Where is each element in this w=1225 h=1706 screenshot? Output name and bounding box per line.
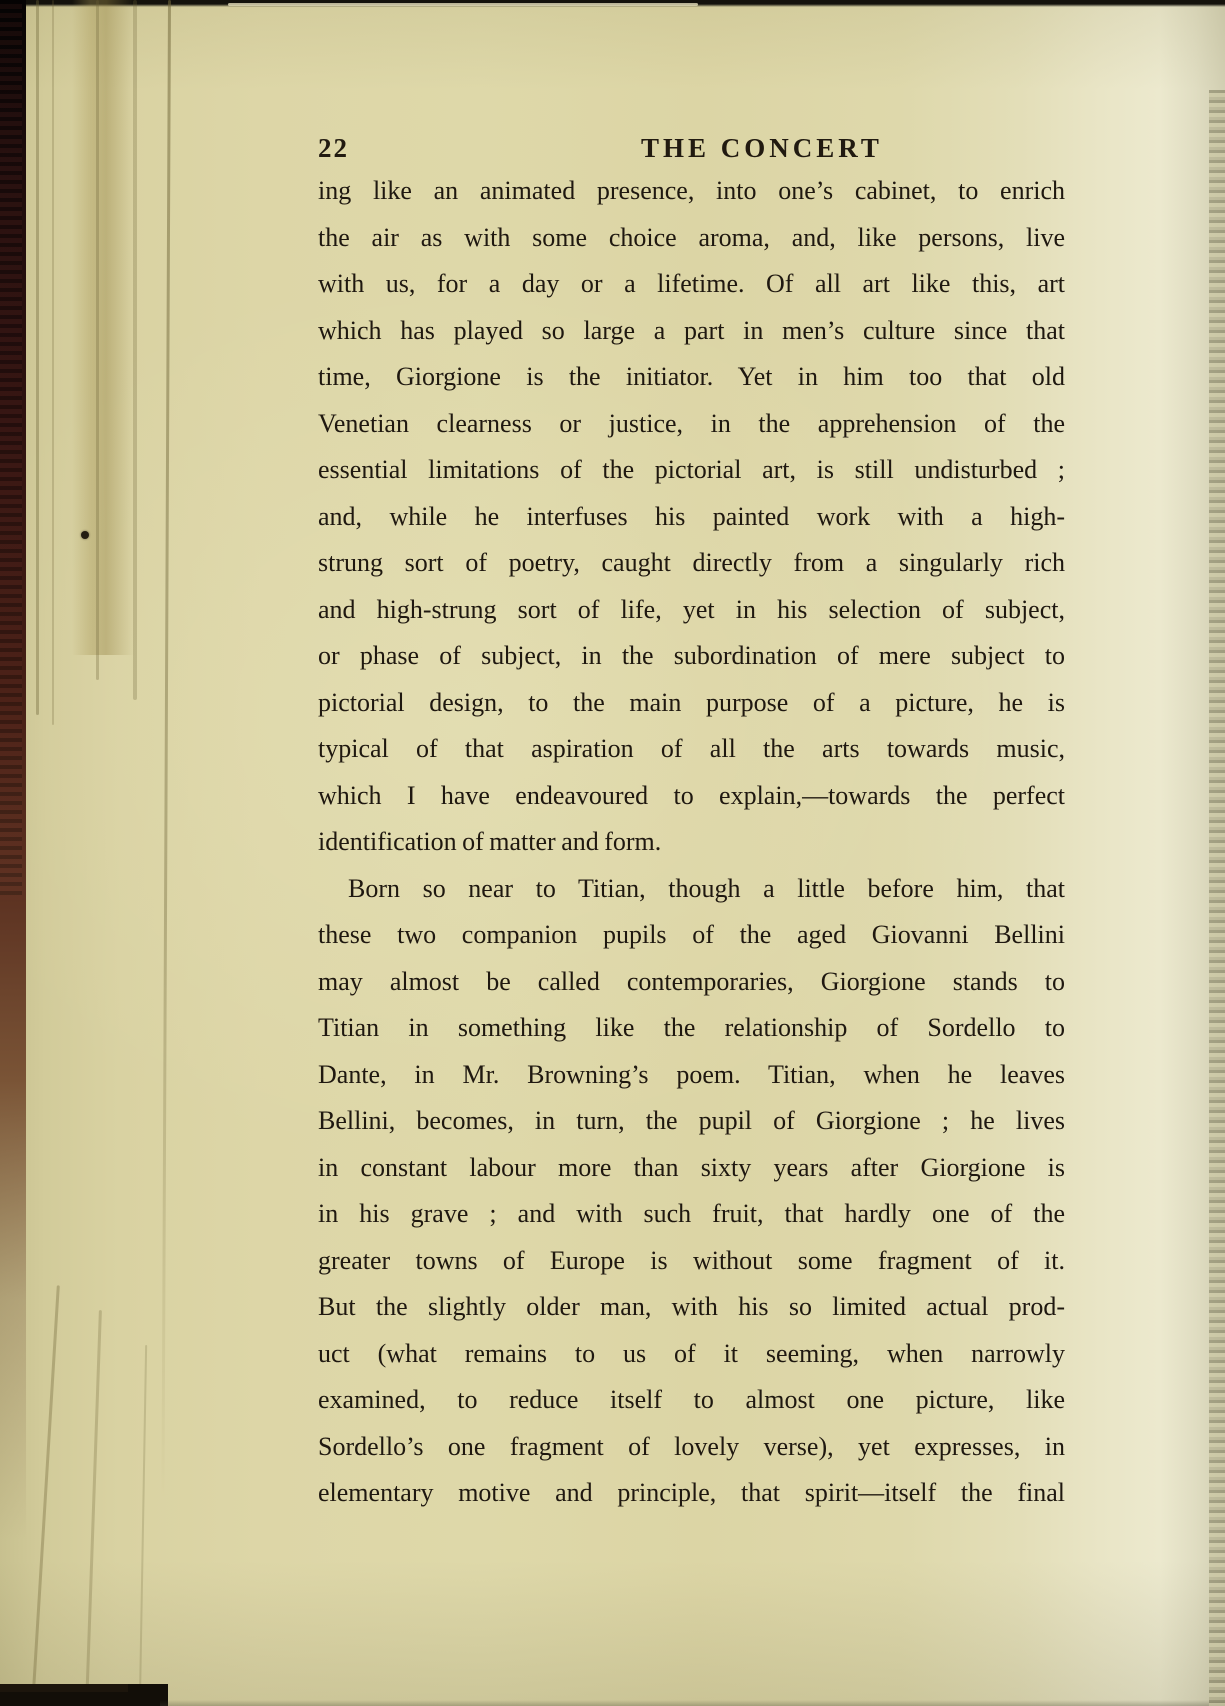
text-line: which has played so large a part in men’s culture since that bbox=[318, 315, 1065, 345]
text-line: Titian in something like the relationship of Sordello to bbox=[318, 1013, 1065, 1042]
text-line: or phase of subject, in the subordination of mere subject to bbox=[318, 641, 1065, 670]
text-line: these two companion pupils of the aged Giovanni Bellini bbox=[318, 920, 1065, 949]
bottom-edge-shadow bbox=[0, 1684, 128, 1692]
text-line: with us, for a day or a lifetime. Of all art like this, art bbox=[318, 269, 1065, 298]
text-line: Bellini, becomes, in turn, the pupil of Giorgione ; he lives bbox=[318, 1106, 1065, 1135]
body-text bbox=[318, 168, 1065, 1517]
text-line: time, Giorgione is the initiator. Yet in him too that old bbox=[318, 362, 1065, 391]
text-line: Dante, in Mr. Browning’s poem. Titian, when he leaves bbox=[318, 1059, 1065, 1089]
text-line: identification of matter and form. bbox=[318, 827, 662, 856]
text-line: the air as with some choice aroma, and, like persons, live bbox=[318, 222, 1065, 252]
page-number: 22 bbox=[318, 133, 349, 163]
page-edge-line bbox=[52, 0, 54, 725]
page-edge-line bbox=[36, 0, 39, 715]
text-line: examined, to reduce itself to almost one picture, like bbox=[318, 1385, 1065, 1414]
text-line: pictorial design, to the main purpose of a picture, he is bbox=[318, 687, 1065, 717]
text-line: and, while he interfuses his painted work with a high- bbox=[318, 501, 1065, 531]
text-line: which I have endeavoured to explain,—towards the perfect bbox=[318, 780, 1065, 810]
page-edge-band bbox=[72, 0, 134, 655]
text-line: elementary motive and principle, that spirit—itself the final bbox=[318, 1478, 1065, 1507]
page-edge-line bbox=[96, 0, 99, 680]
page-edge-line bbox=[139, 1345, 147, 1706]
bottom-edge-shadow bbox=[160, 1700, 1225, 1706]
text-line: ing like an animated presence, into one’s cabinet, to enrich bbox=[318, 176, 1065, 205]
text-line: essential limitations of the pictorial art, is still undisturbed ; bbox=[318, 455, 1065, 484]
right-page-edges-texture bbox=[1209, 90, 1225, 1706]
text-line: in constant labour more than sixty years after Giorgione is bbox=[318, 1152, 1065, 1182]
text-line: may almost be called contemporaries, Giorgione stands to bbox=[318, 966, 1065, 996]
text-line: and high-strung sort of life, yet in his selection of subject, bbox=[318, 594, 1065, 624]
text-line: greater towns of Europe is without some fragment of it. bbox=[318, 1245, 1065, 1275]
page-crease-line bbox=[161, 0, 171, 1500]
text-line: Sordello’s one fragment of lovely verse), yet expresses, in bbox=[318, 1431, 1065, 1461]
ink-speck bbox=[81, 531, 89, 539]
text-line: Born so near to Titian, though a little before him, that bbox=[348, 873, 1065, 903]
page-edge-line bbox=[31, 1285, 60, 1704]
text-line: uct (what remains to us of it seeming, when narrowly bbox=[318, 1338, 1065, 1368]
text-line: strung sort of poetry, caught directly from a singularly rich bbox=[318, 548, 1065, 577]
text-line: But the slightly older man, with his so limited actual prod- bbox=[318, 1292, 1065, 1321]
page-top-edge-line bbox=[228, 3, 698, 6]
page-edge-line bbox=[133, 0, 137, 700]
text-line: typical of that aspiration of all the arts towards music, bbox=[318, 734, 1065, 763]
running-head-title: THE CONCERT bbox=[641, 133, 883, 163]
binding-gutter-texture bbox=[0, 0, 22, 900]
text-line: Venetian clearness or justice, in the apprehension of the bbox=[318, 408, 1065, 438]
text-line: in his grave ; and with such fruit, that hardly one of the bbox=[318, 1199, 1065, 1228]
page-edge-line bbox=[85, 1310, 102, 1706]
